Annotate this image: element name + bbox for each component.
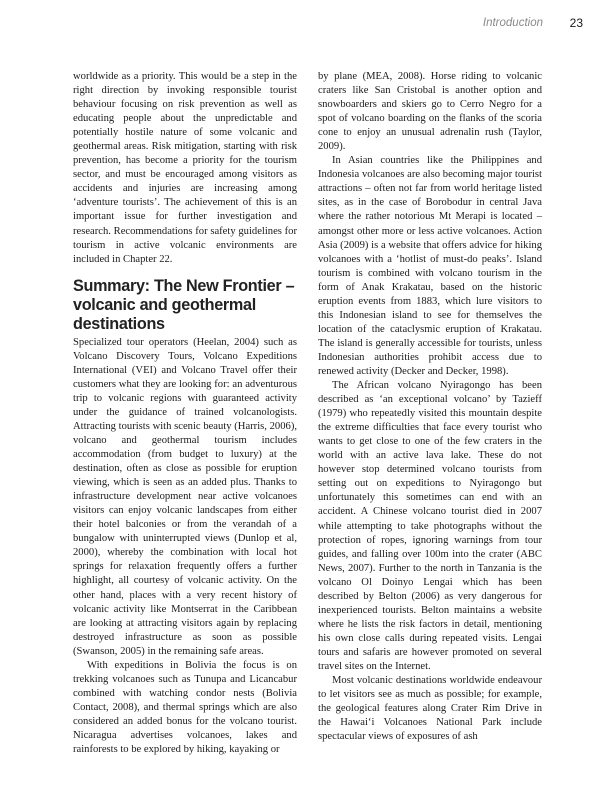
paragraph-risk-prevention: worldwide as a priority. This would be a step in the right direction by invoking responsible tourist behaviour focusing on risk prevention as well as educating people about the unpredictable and potentially hostile nature of some volcanic and geothermal areas. Risk mitigation, starting with risk prevention, has become a priority for the tourism sector, and must be encouraged among visitors as accidents and injuries are increasing among ‘adventure tourists’. The achievement of this is an important issue for further investigation and research. Recommendations for safety guidelines for tourism in active volcanic environments are included in Chapter 22. bbox=[73, 71, 297, 265]
page-number: 23 bbox=[569, 16, 583, 30]
paragraph-tour-operators: Specialized tour operators (Heelan, 2004) such as Volcano Discovery Tours, Volcano Expeditions International (VEI) and Volcano Travel offer their customers what they are looking for: an adventurous trip to volcanic regions with guaranteed activity under the guidance of trained volcanologists. Attracting tourists with scenic beauty (Harris, 2006), volcano and geothermal tourism includes accommodation (from budget to luxury) at the destination, often as close as possible for eruption viewing, which is seen as an added plus. Thanks to infrastructure development near active volcanoes visitors can enjoy volcanic landscapes from either their hotel balconies or from the verandah of a bungalow with uninterrupted views (Dunlop et al, 2000), whereby the combination with local hot springs for relaxation frequently offers a further highlight, all courtesy of volcanic activity. On the other hand, places with a very recent history of volcanic activity like Montserrat in the Caribbean are looking at attracting visitors again by replacing destroyed infrastructure as soon as possible (Swanson, 2005) in the remaining safe areas. bbox=[73, 336, 297, 657]
paragraph-asian-volcanoes: In Asian countries like the Philippines and Indonesia volcanoes are also becoming major tourist attractions – often not far from world heritage listed sites, as in the case of Borobodur in central Java where the rather notorious Mt Merapi is located – amongst other more or less active volcanoes. Action Asia (2009) is a website that offers advice for hiking volcanoes with a ‘hotlist of must-do peaks’. Island tourism is combined with volcano tourism in the form of Anak Krakatau, based on the historic eruption events from 1883, which lure visitors to this Indonesian island to see for themselves the location of the cataclysmic eruption of Krakatau. The island is generally accessible for tourists, unless Indonesian authorities prohibit access due to renewed activity (Decker and Decker, 1998). bbox=[318, 155, 542, 377]
paragraph-nyiragongo: The African volcano Nyiragongo has been described as ‘an exceptional volcano’ by Tazieff (1979) who repeatedly visited this mountain despite the extreme difficulties that face every tourist who wants to get close to one of the few craters in the world with an active lava lake. These do not however stop determined volcano tourists from setting out on expeditions to Nyiragongo but unfortunately this sometimes can end with an accident. A Chinese volcano tourist died in 2007 while attempting to take photographs without the protection of ropes, ignoring warnings from tour guides, and falling over 100m into the crater (ABC News, 2007). Further to the north in Tanzania is the volcano Ol Doinyo Lengai which has been described by Belton (2006) as very dangerous for inexperienced tourists. Belton maintains a website where he lists the risk factors in detail, mentioning his own close calls during repeated visits. Lengai tours and safaris are however promoted on several travel sites on the Internet. bbox=[318, 380, 542, 672]
page-header bbox=[0, 17, 613, 39]
paragraph-volcanic-destinations: Most volcanic destinations worldwide endeavour to let visitors see as much as possible; for example, the geological features along Crater Rim Drive in the Hawai‘i Volcanoes National Park include spectacular views of exposures of ash bbox=[318, 675, 542, 743]
running-title: Introduction bbox=[482, 17, 543, 29]
right-column bbox=[318, 70, 542, 744]
paragraph-horse-riding: by plane (MEA, 2008). Horse riding to volcanic craters like San Cristobal is another option and snowboarders and skiers go to Cerro Negro for a spot of volcano boarding on the flanks of the scoria cone to enjoy an unusual adrenalin rush (Taylor, 2009). bbox=[318, 71, 542, 153]
paragraph-bolivia-expeditions: With expeditions in Bolivia the focus is on trekking volcanoes such as Tunupa and Licancabur combined with watching condor nests (Bolivia Contact, 2008), and thermal springs which are also considered an added bonus for the volcano tourist. Nicaragua advertises volcanoes, lakes and rainforests to be explored by hiking, kayaking or bbox=[73, 659, 297, 756]
section-heading: Summary: The New Frontier – volcanic and geothermal destinations bbox=[73, 276, 295, 333]
left-column bbox=[73, 70, 297, 757]
